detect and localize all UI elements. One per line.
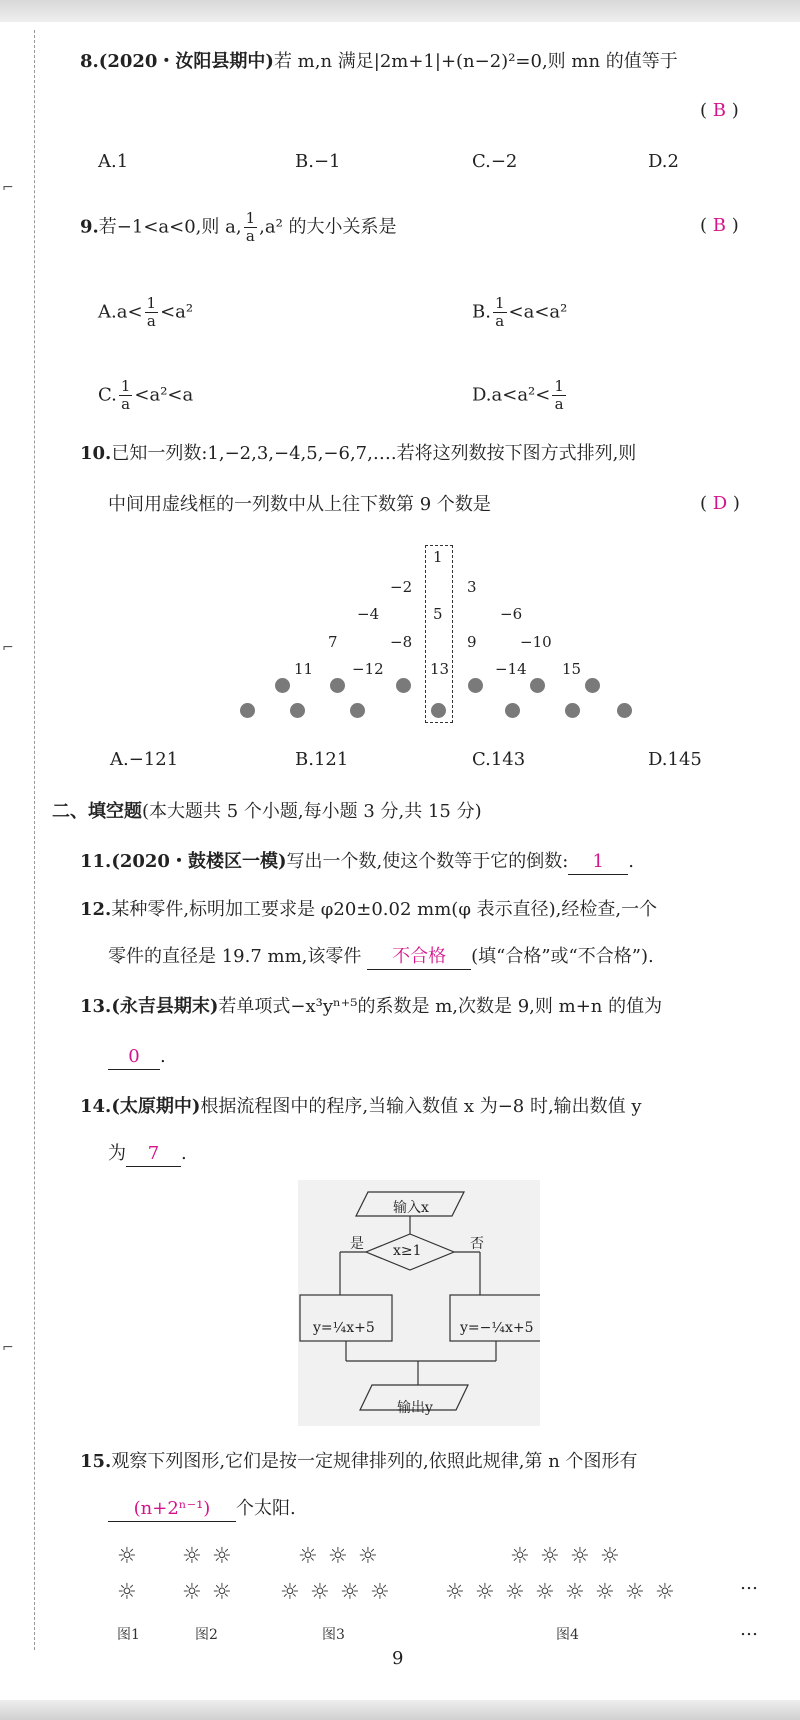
sun-icon: ☼: [655, 1580, 675, 1605]
diagram-dot: [431, 703, 446, 718]
section-heading: 二、填空题(本大题共 5 个小题,每小题 3 分,共 15 分): [52, 801, 482, 822]
ellipsis: …: [740, 1573, 758, 1594]
page-number: 9: [392, 1648, 404, 1669]
sun-icon: ☼: [182, 1580, 202, 1605]
diagram-number: −10: [520, 633, 552, 651]
sun-icon: ☼: [328, 1544, 348, 1569]
option-b: B.−1: [295, 151, 341, 172]
fraction: $\frac{1}{a}$: [245, 209, 256, 245]
question-stem: 已知一列数:1,−2,3,−4,5,−6,7,….若将这列数按下图方式排列,则: [111, 443, 637, 464]
sun-icon: ☼: [310, 1580, 330, 1605]
flow-right-formula: y=−¼x+5: [460, 1320, 534, 1336]
option-a: A.a< $\frac{1}{a}$ <a²: [98, 294, 194, 330]
answer-blank: 1: [568, 850, 628, 875]
margin-mark: ⌐: [2, 640, 14, 656]
option-d: D.145: [648, 749, 702, 770]
question-stem: 若 m,n 满足|2m+1|+(n−2)²=0,则 mn 的值等于: [273, 51, 678, 72]
diagram-dot: [617, 703, 632, 718]
sun-icon: ☼: [212, 1544, 232, 1569]
answer: D: [712, 493, 728, 514]
figure-label: 图2: [195, 1627, 218, 1643]
diagram-number: 7: [328, 633, 338, 651]
question-stem: 若−1<a<0,则 a,: [98, 216, 242, 238]
diagram-number: 13: [430, 660, 450, 678]
diagram-dot: [530, 678, 545, 693]
question-13-line2: 0 .: [108, 1045, 166, 1070]
figure-label: 图3: [322, 1627, 345, 1643]
sun-icon: ☼: [475, 1580, 495, 1605]
question-number: 9.: [80, 216, 99, 238]
diagram-number: −14: [495, 660, 527, 678]
answer-blank: 0: [108, 1045, 160, 1070]
diagram-number: −6: [500, 605, 523, 623]
option-c: C. $\frac{1}{a}$ <a²<a: [98, 377, 194, 413]
diagram-number: 11: [294, 660, 314, 678]
figure-label: 图1: [117, 1627, 140, 1643]
diagram-dot: [290, 703, 305, 718]
fraction: $\frac{1}{a}$: [120, 377, 131, 413]
diagram-dot: [275, 678, 290, 693]
diagram-dot: [585, 678, 600, 693]
sun-icon: ☼: [280, 1580, 300, 1605]
diagram-number: −2: [390, 578, 413, 596]
question-15: 15.观察下列图形,它们是按一定规律排列的,依照此规律,第 n 个图形有: [80, 1451, 638, 1472]
flow-no-label: 否: [470, 1236, 484, 1252]
ellipsis: …: [740, 1619, 758, 1640]
flow-yes-label: 是: [350, 1236, 364, 1252]
option-a: A.1: [98, 151, 129, 172]
sun-icon: ☼: [117, 1580, 137, 1605]
option-d: D.a<a²< $\frac{1}{a}$: [472, 377, 564, 413]
option-d: D.2: [648, 151, 679, 172]
margin-mark: ⌐: [2, 1340, 14, 1356]
diagram-number: −4: [357, 605, 380, 623]
answer-blank: (n+2ⁿ⁻¹): [108, 1497, 236, 1522]
sun-icon: ☼: [340, 1580, 360, 1605]
sun-icon: ☼: [565, 1580, 585, 1605]
sun-icon: ☼: [117, 1544, 137, 1569]
diagram-dot: [468, 678, 483, 693]
top-edge: [0, 0, 800, 22]
sun-icon: ☼: [212, 1580, 232, 1605]
figure-label: 图4: [556, 1627, 579, 1643]
question-stem: ,a² 的大小关系是: [259, 216, 397, 238]
question-11: 11.(2020・鼓楼区一模)写出一个数,使这个数等于它的倒数: 1 .: [80, 850, 634, 875]
diagram-number: 1: [433, 548, 443, 566]
option-a: A.−121: [110, 749, 179, 770]
diagram-dot: [350, 703, 365, 718]
sun-icon: ☼: [445, 1580, 465, 1605]
answer-paren-10: ( D ): [700, 493, 740, 514]
question-14-line2: 为 7 .: [108, 1142, 187, 1167]
answer-blank: 不合格: [367, 945, 471, 970]
option-c: C.143: [472, 749, 526, 770]
sun-icon: ☼: [595, 1580, 615, 1605]
question-15-line2: (n+2ⁿ⁻¹) 个太阳.: [108, 1497, 296, 1522]
sun-icon: ☼: [370, 1580, 390, 1605]
answer-paren-8: ( B ): [700, 100, 739, 121]
question-13: 13.(永吉县期末)若单项式−x³yⁿ⁺⁵的系数是 m,次数是 9,则 m+n 的值为: [80, 996, 663, 1017]
question-12-line2: 零件的直径是 19.7 mm,该零件 不合格 (填“合格”或“不合格”).: [108, 945, 654, 970]
sun-icon: ☼: [510, 1544, 530, 1569]
question-8: [80, 50, 678, 74]
diagram-number: −12: [352, 660, 384, 678]
question-number: 10.: [80, 443, 112, 464]
option-b: B.121: [295, 749, 349, 770]
sun-icon: ☼: [625, 1580, 645, 1605]
diagram-dot: [240, 703, 255, 718]
question-number: 8.: [80, 51, 99, 72]
fraction: $\frac{1}{a}$: [146, 294, 157, 330]
sun-icon: ☼: [570, 1544, 590, 1569]
diagram-dot: [505, 703, 520, 718]
sun-icon: ☼: [358, 1544, 378, 1569]
fraction: $\frac{1}{a}$: [494, 294, 505, 330]
diagram-number: 5: [433, 605, 443, 623]
question-12: 12.某种零件,标明加工要求是 φ20±0.02 mm(φ 表示直径),经检查,一个: [80, 899, 658, 920]
answer-blank: 7: [126, 1142, 181, 1167]
sun-icon: ☼: [535, 1580, 555, 1605]
fraction: $\frac{1}{a}$: [554, 377, 564, 413]
flow-output-label: 输出y: [397, 1400, 433, 1416]
option-c: C.−2: [472, 151, 518, 172]
diagram-number: 9: [467, 633, 477, 651]
sun-icon: ☼: [540, 1544, 560, 1569]
diagram-number: −8: [390, 633, 413, 651]
margin-mark: ⌐: [2, 180, 14, 196]
binding-line: [34, 30, 35, 1650]
question-14: 14.(太原期中)根据流程图中的程序,当输入数值 x 为−8 时,输出数值 y: [80, 1096, 642, 1117]
flow-left-formula: y=¼x+5: [313, 1320, 375, 1336]
dashed-column-box: [425, 545, 453, 723]
diagram-number: 15: [562, 660, 582, 678]
flow-condition-label: x≥1: [393, 1243, 422, 1259]
question-10: [80, 442, 636, 466]
diagram-dot: [330, 678, 345, 693]
option-b: B. $\frac{1}{a}$ <a<a²: [472, 294, 568, 330]
question-9: [80, 210, 397, 245]
sun-icon: ☼: [505, 1580, 525, 1605]
answer-paren-9: ( B ): [700, 215, 739, 236]
diagram-number: 3: [467, 578, 477, 596]
answer: B: [712, 100, 726, 121]
question-source: (2020・汝阳县期中): [98, 51, 274, 72]
answer: B: [712, 215, 726, 236]
diagram-dot: [396, 678, 411, 693]
question-10-line2: 中间用虚线框的一列数中从上往下数第 9 个数是: [108, 494, 491, 515]
sun-icon: ☼: [182, 1544, 202, 1569]
flow-input-label: 输入x: [393, 1200, 429, 1216]
sun-icon: ☼: [298, 1544, 318, 1569]
diagram-dot: [565, 703, 580, 718]
sun-icon: ☼: [600, 1544, 620, 1569]
bottom-edge: [0, 1700, 800, 1720]
